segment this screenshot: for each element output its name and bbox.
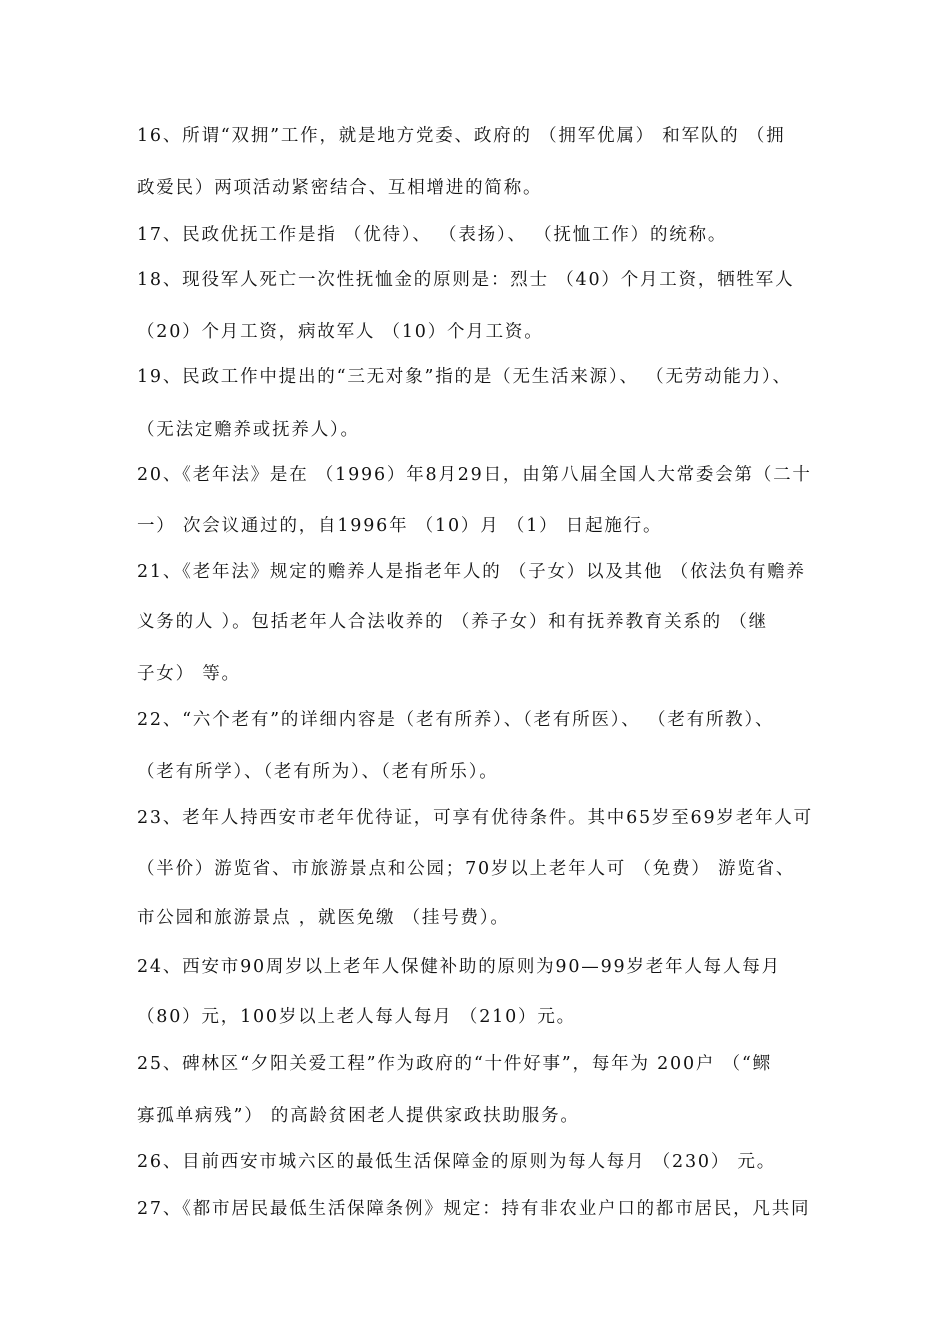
text-line: 16、所谓“双拥”工作，就是地方党委、政府的 （拥军优属） 和军队的 （拥 xyxy=(137,126,786,146)
text-line: （半价）游览省、市旅游景点和公园；70岁以上老年人可 （免费） 游览省、 xyxy=(137,859,796,879)
text-line: 子女） 等。 xyxy=(137,664,241,684)
text-line: 政爱民）两项活动紧密结合、互相增进的简称。 xyxy=(137,178,543,198)
text-line: 18、现役军人死亡一次性抚恤金的原则是：烈士 （40）个月工资，牺牲军人 xyxy=(137,270,795,290)
text-line: 21、《老年法》规定的赡养人是指老年人的 （子女）以及其他 （依法负有赡养 xyxy=(137,562,806,582)
text-line: 22、“六个老有”的详细内容是（老有所养）、（老有所医）、 （老有所教）、 xyxy=(137,710,775,730)
text-line: 17、民政优抚工作是指 （优待）、 （表扬）、 （抚恤工作）的统称。 xyxy=(137,225,728,245)
text-line: 24、西安市90周岁以上老年人保健补助的原则为90—99岁老年人每人每月 xyxy=(137,957,781,977)
text-line: 23、老年人持西安市老年优待证，可享有优待条件。其中65岁至69岁老年人可 xyxy=(137,808,813,828)
text-line: （无法定赡养或抚养人）。 xyxy=(137,420,360,440)
text-line: 27、《都市居民最低生活保障条例》规定：持有非农业户口的都市居民，凡共同 xyxy=(137,1199,811,1219)
text-line: 寡孤单病残”） 的高龄贫困老人提供家政扶助服务。 xyxy=(137,1106,580,1126)
text-line: （80）元，100岁以上老人每人每月 （210）元。 xyxy=(137,1007,576,1027)
text-line: 19、民政工作中提出的“三无对象”指的是（无生活来源）、 （无劳动能力）、 xyxy=(137,367,792,387)
text-line: 25、碑林区“夕阳关爱工程”作为政府的“十件好事”，每年为 200户 （“鳏 xyxy=(137,1054,772,1074)
text-line: 20、《老年法》是在 （1996）年8月29日，由第八届全国人大常委会第（二十 xyxy=(137,465,812,485)
text-line: 义务的人 ）。包括老年人合法收养的 （养子女）和有抚养教育关系的 （继 xyxy=(137,612,768,632)
text-line: 市公园和旅游景点 ，就医免缴 （挂号费）。 xyxy=(137,908,510,928)
text-line: 26、目前西安市城六区的最低生活保障金的原则为每人每月 （230） 元。 xyxy=(137,1152,777,1172)
text-line: 一） 次会议通过的，自1996年 （10）月 （1） 日起施行。 xyxy=(137,516,663,536)
text-line: （老有所学）、（老有所为）、（老有所乐）。 xyxy=(137,762,499,782)
text-line: （20）个月工资，病故军人 （10）个月工资。 xyxy=(137,322,544,342)
